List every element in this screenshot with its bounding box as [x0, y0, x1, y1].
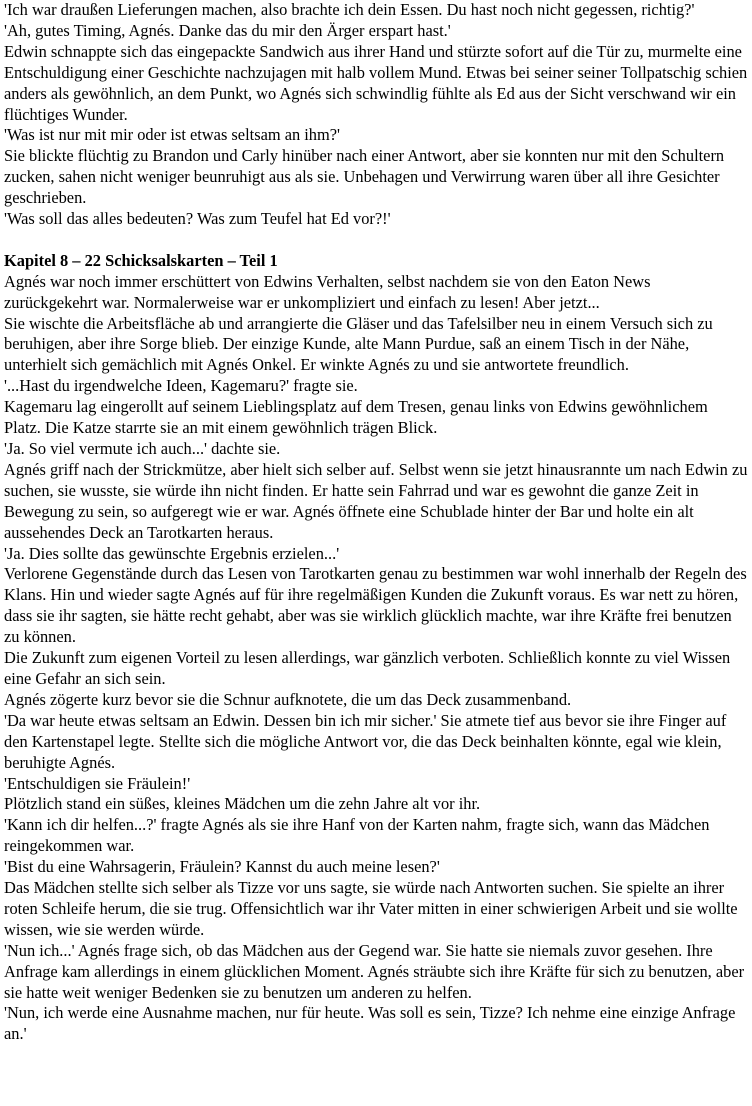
paragraph-chapter-18: 'Nun, ich werde eine Ausnahme machen, nur für heute. Was soll es sein, Tizze? Ich nehme eine einzige Anfrage an.' [4, 1003, 736, 1044]
paragraph-chapter-6: Agnés griff nach der Strickmütze, aber hielt sich selber auf. Selbst wenn sie jetzt hinausrannte um nach Edwin zu suchen, sie wusste, sie würde ihn nicht finden. Er hatte sein Fahrrad und war es gewohnt die ganze Zeit in Bewegung zu sein, so aufgeregt wie er war. Agnés öffnete eine Schublade hinter der Bar und holte ein alt aussehendes Deck an Tarotkarten heraus. [4, 459, 748, 542]
paragraph-chapter-4: Kagemaru lag eingerollt auf seinem Lieblingsplatz auf dem Tresen, genau links von Edwins gewöhnlichem Platz. Die Katze starrte sie an mit einem gewöhnlich trägen Blick. [4, 397, 708, 438]
paragraph-intro-5: Sie blickte flüchtig zu Brandon und Carly hinüber nach einer Antwort, aber sie konnten nur mit den Schultern zucken, sahen nicht weniger beunruhigt aus als sie. Unbehagen und Verwirrung waren über all ihre Gesichter geschrieben. [4, 146, 725, 208]
paragraph-chapter-1: Agnés war noch immer erschüttert von Edwins Verhalten, selbst nachdem sie von den Eaton News zurückgekehrt war. Normalerweise war er unkompliziert und einfach zu lesen! Aber jetzt... [4, 271, 651, 312]
paragraph-chapter-7: 'Ja. Dies sollte das gewünschte Ergebnis erzielen...' [4, 543, 340, 563]
paragraph-chapter-2: Sie wischte die Arbeitsfläche ab und arrangierte die Gläser und das Tafelsilber neu in einem Versuch sich zu beruhigen, aber ihre Sorge blieb. Der einzige Kunde, alte Mann Purdue, saß an einem Tisch in der Nähe, unterhielt sich gemächlich mit Agnés Onkel. Er winkte Agnés zu und sie antwortete freundlich. [4, 313, 713, 375]
paragraph-chapter-11: 'Da war heute etwas seltsam an Edwin. Dessen bin ich mir sicher.' Sie atmete tief aus bevor sie ihre Finger auf den Kartenstapel legte. Stellte sich die mögliche Antwort vor, die das Deck beinhalten könnte, egal wie klein, beruhigte Agnés. [4, 710, 727, 772]
paragraph-intro-1: 'Ich war draußen Lieferungen machen, also brachte ich dein Essen. Du hast noch nicht gegessen, richtig?' [4, 0, 695, 19]
chapter-heading: Kapitel 8 – 22 Schicksalskarten – Teil 1 [4, 250, 278, 270]
paragraph-chapter-14: 'Kann ich dir helfen...?' fragte Agnés als sie ihre Hanf von der Karten nahm, fragte sich, wann das Mädchen reingekommen war. [4, 815, 710, 856]
paragraph-chapter-8: Verlorene Gegenstände durch das Lesen von Tarotkarten genau zu bestimmen war wohl innerhalb der Regeln des Klans. Hin und wieder sagte Agnés auf für ihre regelmäßigen Kunden die Zukunft voraus. Es war nett zu hören, dass sie ihr sagten, sie hätte recht gehabt, aber was sie wirklich glücklich machte, war ihre Kräfte frei benutzen zu können. [4, 564, 747, 647]
paragraph-intro-4: 'Was ist nur mit mir oder ist etwas seltsam an ihm?' [4, 125, 340, 145]
paragraph-chapter-3: '...Hast du irgendwelche Ideen, Kagemaru?' fragte sie. [4, 376, 358, 396]
paragraph-chapter-5: 'Ja. So viel vermute ich auch...' dachte sie. [4, 439, 281, 459]
paragraph-intro-6: 'Was soll das alles bedeuten? Was zum Teufel hat Ed vor?!' [4, 209, 391, 229]
paragraph-chapter-10: Agnés zögerte kurz bevor sie die Schnur aufknotete, die um das Deck zusammenband. [4, 689, 572, 709]
paragraph-chapter-15: 'Bist du eine Wahrsagerin, Fräulein? Kannst du auch meine lesen?' [4, 857, 440, 877]
section-spacer [4, 230, 748, 251]
paragraph-chapter-17: 'Nun ich...' Agnés frage sich, ob das Mädchen aus der Gegend war. Sie hatte sie niemals zuvor gesehen. Ihre Anfrage kam allerdings in einem glücklichen Moment. Agnés sträubte sich ihre Kräfte für sich zu benutzen, aber sie hatte weit weniger Bedenken sie zu benutzen um anderen zu helfen. [4, 940, 745, 1002]
paragraph-chapter-9: Die Zukunft zum eigenen Vorteil zu lesen allerdings, war gänzlich verboten. Schließlich konnte zu viel Wissen eine Gefahr an sich sein. [4, 648, 731, 688]
paragraph-intro-2: 'Ah, gutes Timing, Agnés. Danke das du mir den Ärger erspart hast.' [4, 20, 451, 40]
paragraph-intro-3: Edwin schnappte sich das eingepackte Sandwich aus ihrer Hand und stürzte sofort auf die Tür zu, murmelte eine Entschuldigung einer Geschichte nachzujagen mit halb vollem Mund. Etwas bei seiner seiner Tollpatschig schien anders als gewöhnlich, an dem Punkt, wo Agnés sich schwindlig fühlte als Ed aus der Sicht verschwand wir ein flüchtiges Wunder. [4, 41, 748, 124]
paragraph-chapter-13: Plötzlich stand ein süßes, kleines Mädchen um die zehn Jahre alt vor ihr. [4, 794, 481, 814]
paragraph-chapter-16: Das Mädchen stellte sich selber als Tizze vor uns sagte, sie würde nach Antworten suchen. Sie spielte an ihrer roten Schleife herum, die sie trug. Offensichtlich war ihr Vater mitten in einer schwierigen Arbeit und sie wollte wissen, wie sie werden würde. [4, 878, 738, 939]
paragraph-chapter-12: 'Entschuldigen sie Fräulein!' [4, 773, 191, 793]
